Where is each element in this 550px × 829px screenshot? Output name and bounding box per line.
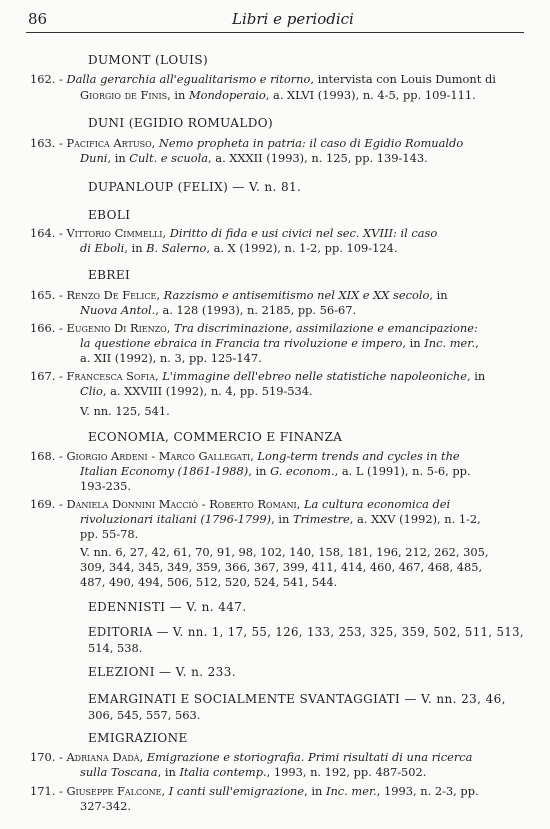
section-heading: ECONOMIA, COMMERCIO E FINANZA: [88, 430, 343, 444]
text-line: V. nn. 125, 541.: [80, 404, 170, 418]
text-line: Nuova Antol., a. 128 (1993), n. 2185, pp. 56-67.: [80, 303, 357, 317]
text-line: 165. - Renzo De Felice, Razzismo e antisemitismo nel XIX e XX secolo, in: [30, 288, 448, 302]
section-heading: ELEZIONI — V. n. 233.: [88, 665, 236, 679]
text-line: 170. - Adriana Dadà, Emigrazione e storiografia. Primi risultati di una ricerca: [30, 750, 473, 764]
running-title: Libri e periodici: [232, 10, 354, 28]
text-line: 163. - Pacifica Artuso, Nemo propheta in patria: il caso di Egidio Romualdo: [30, 136, 464, 150]
text-line: a. XII (1992), n. 3, pp. 125-147.: [80, 351, 262, 365]
header-rule: [26, 32, 524, 33]
text-line: 169. - Daniela Donnini Macciò - Roberto Romani, La cultura economica dei: [30, 497, 451, 511]
text-line: 166. - Eugenio Di Rienzo, Tra discriminazione, assimilazione e emancipazione:: [30, 321, 478, 335]
section-heading: DUNI (EGIDIO ROMUALDO): [88, 116, 274, 130]
text-line: V. nn. 6, 27, 42, 61, 70, 91, 98, 102, 140, 158, 181, 196, 212, 262, 305,: [80, 545, 489, 559]
text-line: 327-342.: [80, 799, 131, 813]
section-heading: EBREI: [88, 268, 131, 282]
text-line: 306, 545, 557, 563.: [88, 708, 201, 722]
text-line: 514, 538.: [88, 641, 143, 655]
section-heading: EDENNISTI — V. n. 447.: [88, 600, 247, 614]
text-line: 193-235.: [80, 479, 131, 493]
text-line: 162. - Dalla gerarchia all'egualitarismo e ritorno, intervista con Louis Dumont di: [30, 72, 496, 86]
text-line: di Eboli, in B. Salerno, a. X (1992), n. 1-2, pp. 109-124.: [80, 241, 398, 255]
section-heading: EDITORIA — V. nn. 1, 17, 55, 126, 133, 253, 325, 359, 502, 511, 513,: [88, 625, 525, 639]
text-line: rivoluzionari italiani (1796-1799), in Trimestre, a. XXV (1992), n. 1-2,: [80, 512, 481, 526]
page-number: 86: [28, 10, 48, 28]
section-heading: EBOLI: [88, 208, 131, 222]
section-heading: DUPANLOUP (FELIX) — V. n. 81.: [88, 180, 302, 194]
text-line: Italian Economy (1861-1988), in G. econom., a. L (1991), n. 5-6, pp.: [80, 464, 471, 478]
section-heading: EMARGINATI E SOCIALMENTE SVANTAGGIATI — V. nn. 23, 46,: [88, 692, 506, 706]
text-line: sulla Toscana, in Italia contemp., 1993, n. 192, pp. 487-502.: [80, 765, 427, 779]
text-line: 168. - Giorgio Ardeni - Marco Gallegati, Long-term trends and cycles in the: [30, 449, 460, 463]
text-line: pp. 55-78.: [80, 527, 139, 541]
running-header: [0, 0, 550, 40]
text-line: 309, 344, 345, 349, 359, 366, 367, 399, 411, 414, 460, 467, 468, 485,: [80, 560, 483, 574]
section-heading: DUMONT (LOUIS): [88, 53, 209, 67]
text-line: Duni, in Cult. e scuola, a. XXXII (1993), n. 125, pp. 139-143.: [80, 151, 428, 165]
text-line: Giorgio de Finis, in Mondoperaio, a. XLVI (1993), n. 4-5, pp. 109-111.: [80, 88, 476, 102]
text-line: Clio, a. XXVIII (1992), n. 4, pp. 519-534.: [80, 384, 313, 398]
text-line: 164. - Vittorio Cimmelli, Diritto di fida e usi civici nel sec. XVIII: il caso: [30, 226, 438, 240]
text-line: la questione ebraica in Francia tra rivoluzione e impero, in Inc. mer.,: [80, 336, 479, 350]
text-line: 167. - Francesca Sofia, L'immagine dell'ebreo nelle statistiche napoleoniche, in: [30, 369, 486, 383]
text-line: 487, 490, 494, 506, 512, 520, 524, 541, 544.: [80, 575, 338, 589]
text-line: 171. - Giuseppe Falcone, I canti sull'emigrazione, in Inc. mer., 1993, n. 2-3, pp.: [30, 784, 479, 798]
section-heading: EMIGRAZIONE: [88, 731, 188, 745]
